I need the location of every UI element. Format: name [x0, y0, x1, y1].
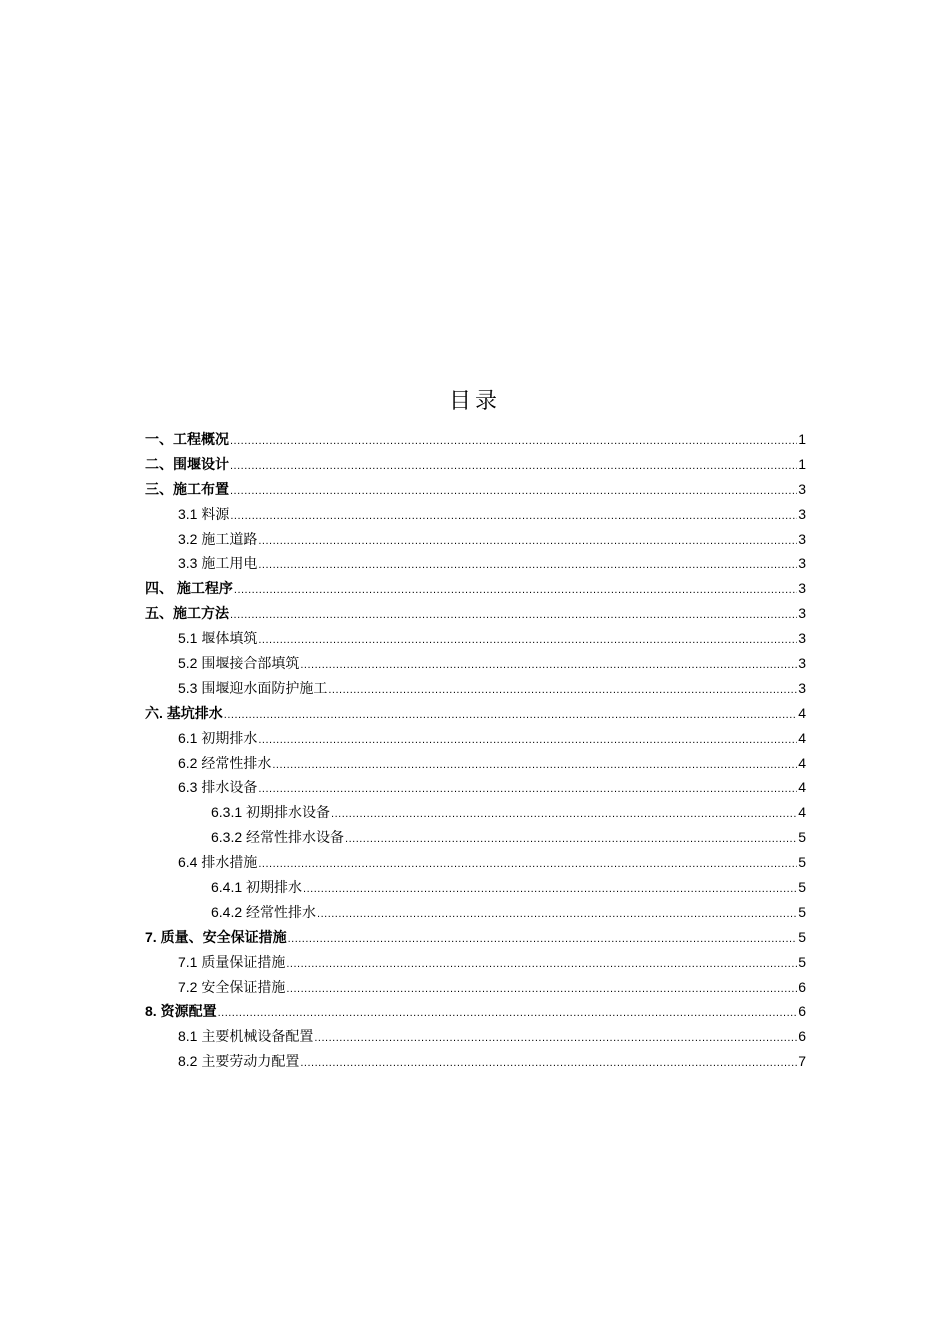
toc-entry-title: 6.4.2 经常性排水 [211, 903, 317, 920]
toc-entry-page-number: 1 [798, 431, 806, 447]
toc-dot-leader [300, 1051, 797, 1076]
toc-dot-leader [258, 628, 797, 653]
toc-entry-title: 6.3.1 初期排水设备 [211, 804, 331, 821]
toc-entry-title: 7.1 质量保证措施 [178, 953, 286, 970]
toc-entry[interactable] [145, 1024, 806, 1049]
toc-entry-page-number: 6 [798, 1028, 806, 1045]
toc-entry[interactable] [145, 850, 806, 875]
toc-entry-title: 3.2 施工道路 [178, 530, 258, 547]
toc-entry[interactable] [145, 676, 806, 701]
toc-entry-title: 6.3.2 经常性排水设备 [211, 829, 345, 846]
toc-dot-leader [288, 927, 798, 952]
toc-dot-leader [218, 1001, 798, 1026]
toc-entry-title: 四、 施工程序 [145, 580, 233, 597]
toc-entry-title: 8.2 主要劳动力配置 [178, 1053, 300, 1070]
toc-entry-page-number: 4 [798, 804, 806, 821]
toc-dot-leader [272, 753, 797, 778]
toc-dot-leader [314, 1026, 797, 1051]
toc-entry-title: 6.4 排水措施 [178, 854, 258, 871]
toc-entry-title: 六. 基坑排水 [145, 704, 223, 721]
toc-entry[interactable] [145, 527, 806, 552]
toc-entry-page-number: 3 [798, 580, 806, 597]
toc-entry[interactable] [145, 800, 806, 825]
toc-entry[interactable] [145, 427, 806, 452]
toc-entry-page-number: 3 [798, 480, 806, 497]
toc-entry-title: 7.2 安全保证措施 [178, 978, 286, 995]
toc-entry-page-number: 4 [798, 729, 806, 746]
toc-entry[interactable] [145, 651, 806, 676]
toc-entry[interactable] [145, 452, 806, 477]
toc-dot-leader [258, 529, 797, 554]
toc-entry-page-number: 5 [798, 879, 806, 896]
toc-dot-leader [331, 802, 797, 827]
toc-entry-page-number: 7 [798, 1053, 806, 1070]
toc-entry[interactable] [145, 726, 806, 751]
toc-entry[interactable] [145, 975, 806, 1000]
toc-entry-page-number: 5 [798, 953, 806, 970]
toc-entry-page-number: 3 [798, 605, 806, 622]
toc-entry[interactable] [145, 502, 806, 527]
toc-dot-leader [258, 728, 797, 753]
toc-entry-title: 三、施工布置 [145, 480, 229, 497]
toc-entry[interactable] [145, 477, 806, 502]
toc-dot-leader [328, 678, 797, 703]
toc-dot-leader [303, 877, 797, 902]
toc-entry-title: 5.3 围堰迎水面防护施工 [178, 679, 328, 696]
toc-entry-page-number: 4 [798, 704, 806, 721]
toc-entry[interactable] [145, 1049, 806, 1074]
toc-entry[interactable] [145, 551, 806, 576]
toc-entry-title: 8. 资源配置 [145, 1003, 217, 1020]
toc-entry-page-number: 5 [798, 829, 806, 846]
toc-entry-title: 5.2 围堰接合部填筑 [178, 655, 300, 672]
toc-entry-page-number: 6 [798, 978, 806, 995]
toc-dot-leader [286, 952, 797, 977]
toc-entry-title: 3.1 料源 [178, 505, 230, 522]
toc-dot-leader [230, 429, 797, 454]
toc-dot-leader [317, 902, 797, 927]
toc-entry-page-number: 3 [798, 505, 806, 522]
toc-dot-leader [258, 852, 797, 877]
toc-entry[interactable] [145, 900, 806, 925]
toc-entry-page-number: 3 [798, 655, 806, 672]
toc-dot-leader [224, 703, 797, 728]
toc-entry-title: 6.2 经常性排水 [178, 754, 272, 771]
toc-entry[interactable] [145, 825, 806, 850]
toc-entry[interactable] [145, 576, 806, 601]
toc-entry-page-number: 1 [798, 455, 806, 472]
toc-dot-leader [345, 827, 797, 852]
toc-entry-page-number: 3 [798, 630, 806, 647]
toc-entry[interactable] [145, 626, 806, 651]
table-of-contents [145, 427, 806, 1074]
toc-entry-title: 6.1 初期排水 [178, 729, 258, 746]
toc-dot-leader [258, 777, 797, 802]
toc-entry-title: 一、工程概况 [145, 431, 229, 447]
toc-entry[interactable] [145, 775, 806, 800]
toc-entry-title: 5.1 堰体填筑 [178, 630, 258, 647]
toc-entry-page-number: 3 [798, 530, 806, 547]
toc-entry[interactable] [145, 601, 806, 626]
toc-entry-page-number: 3 [798, 555, 806, 572]
toc-entry-title: 6.4.1 初期排水 [211, 879, 303, 896]
toc-title: 目录 [448, 389, 501, 414]
toc-entry[interactable] [145, 751, 806, 776]
toc-dot-leader [230, 454, 797, 479]
toc-entry[interactable] [145, 875, 806, 900]
toc-entry-page-number: 5 [798, 854, 806, 871]
toc-entry-page-number: 5 [798, 903, 806, 920]
toc-entry-page-number: 6 [798, 1003, 806, 1020]
toc-entry-title: 五、施工方法 [145, 605, 229, 622]
toc-dot-leader [258, 553, 797, 578]
toc-entry[interactable] [145, 701, 806, 726]
toc-entry-page-number: 5 [798, 928, 806, 945]
toc-entry[interactable] [145, 950, 806, 975]
toc-entry-title: 3.3 施工用电 [178, 555, 258, 572]
toc-entry-page-number: 4 [798, 779, 806, 796]
toc-dot-leader [300, 653, 797, 678]
toc-entry-title: 二、围堰设计 [145, 455, 229, 472]
toc-entry-title: 7. 质量、安全保证措施 [145, 928, 287, 945]
toc-dot-leader [286, 977, 797, 1002]
toc-entry-title: 8.1 主要机械设备配置 [178, 1028, 314, 1045]
toc-dot-leader [230, 479, 797, 504]
toc-entry-page-number: 4 [798, 754, 806, 771]
toc-dot-leader [234, 578, 797, 603]
toc-entry[interactable] [145, 999, 806, 1024]
toc-entry[interactable] [145, 925, 806, 950]
toc-dot-leader [230, 504, 797, 529]
toc-entry-page-number: 3 [798, 679, 806, 696]
toc-entry-title: 6.3 排水设备 [178, 779, 258, 796]
toc-dot-leader [230, 603, 797, 628]
